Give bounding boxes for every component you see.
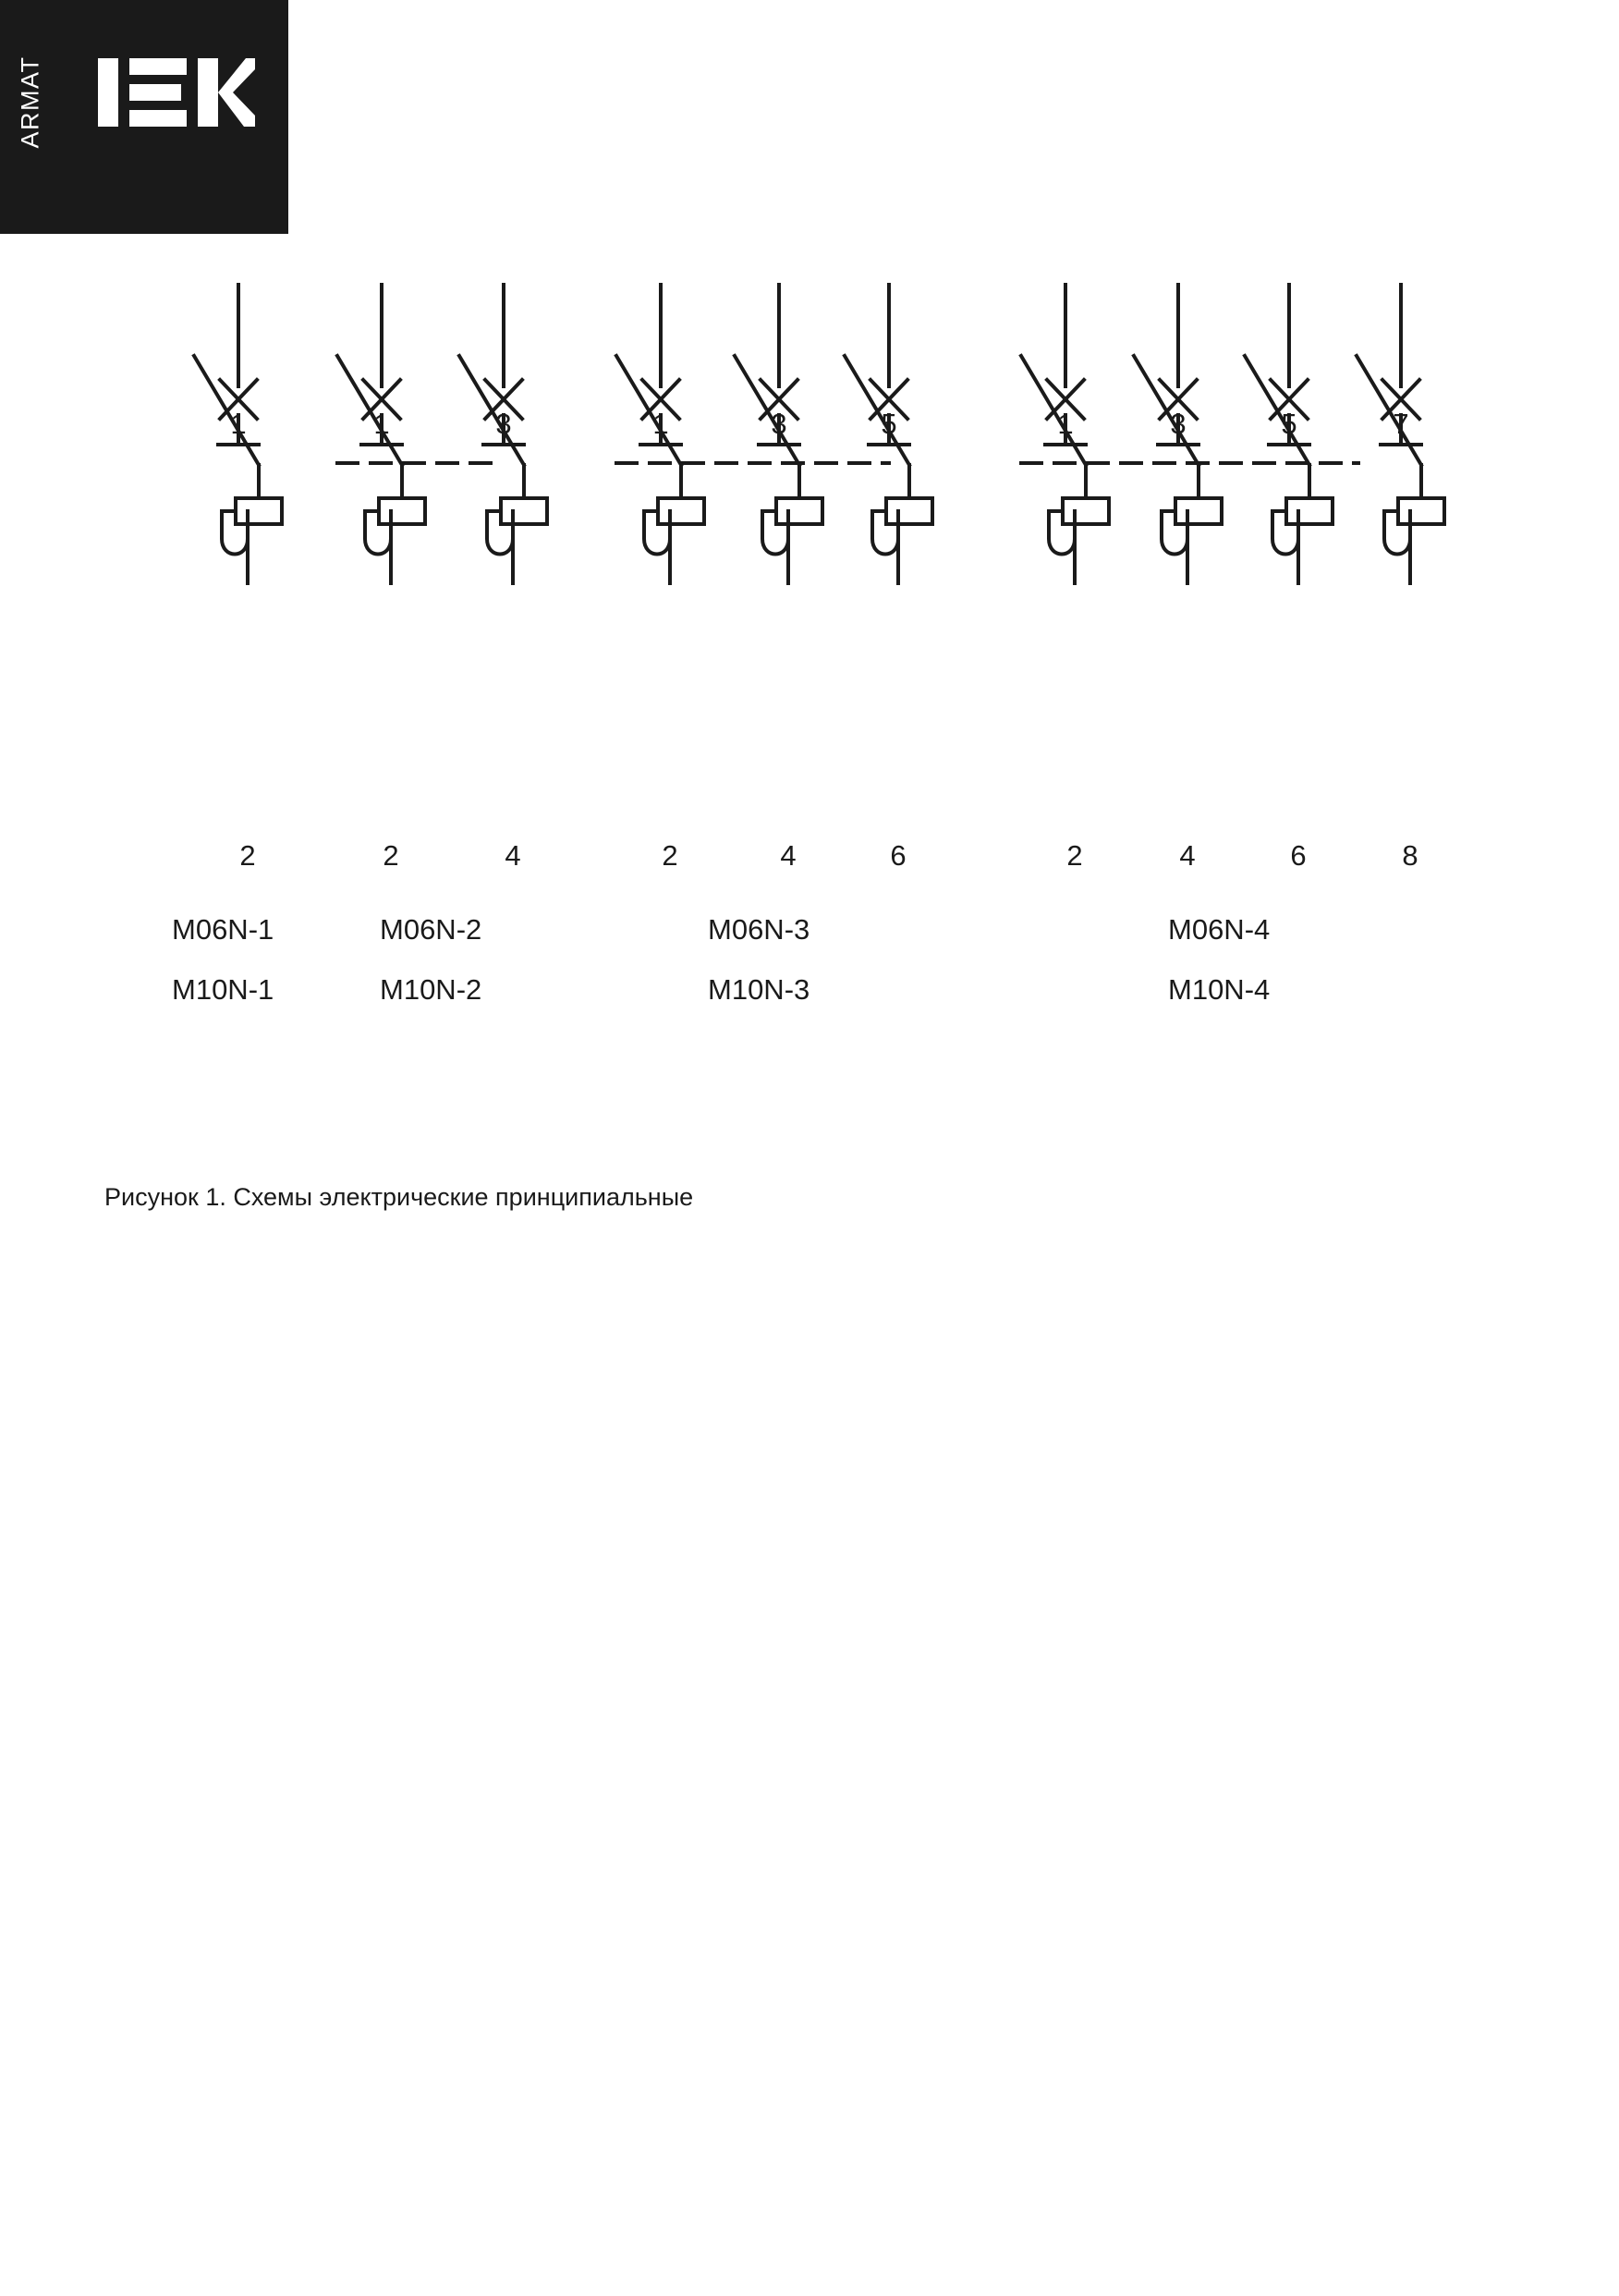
group-label-m06n-4: M06N-4	[1168, 913, 1271, 946]
page-header	[0, 0, 1619, 234]
pole-top-number: 7	[1393, 408, 1409, 440]
brand-logo-block	[61, 0, 288, 234]
pole-bottom-number: 2	[662, 839, 678, 872]
pole-bottom-number: 2	[1066, 839, 1083, 872]
circuit-diagram	[0, 234, 1619, 1158]
pole-top-number: 1	[230, 408, 247, 440]
circuit-diagram-svg	[0, 234, 1619, 1158]
pole-top-number: 3	[771, 408, 787, 440]
pole-top-number: 3	[495, 408, 512, 440]
pole-bottom-number: 8	[1402, 839, 1418, 872]
pole-bottom-number: 4	[1179, 839, 1196, 872]
pole-top-number: 5	[1281, 408, 1297, 440]
figure-caption: Рисунок 1. Схемы электрические принципиальные	[104, 1183, 694, 1211]
pole-top-number: 1	[1057, 408, 1074, 440]
group-label-m06n-2: M06N-2	[380, 913, 482, 946]
group-label-m10n-3: M10N-3	[708, 973, 810, 1006]
group-label-m10n-1: M10N-1	[172, 973, 274, 1006]
pole-bottom-number: 4	[505, 839, 521, 872]
pole-bottom-number: 4	[780, 839, 797, 872]
pole-top-number: 5	[881, 408, 897, 440]
pole-bottom-number: 6	[890, 839, 907, 872]
group-label-m06n-3: M06N-3	[708, 913, 810, 946]
pole-bottom-number: 2	[383, 839, 399, 872]
pole-top-number: 3	[1170, 408, 1187, 440]
brand-sidebar	[0, 0, 61, 234]
pole-bottom-number: 2	[239, 839, 256, 872]
group-label-m06n-1: M06N-1	[172, 913, 274, 946]
iek-logo-icon	[98, 51, 255, 134]
pole-bottom-number: 6	[1290, 839, 1307, 872]
pole-top-number: 1	[373, 408, 390, 440]
group-label-m10n-2: M10N-2	[380, 973, 482, 1006]
pole-top-number: 1	[652, 408, 669, 440]
group-label-m10n-4: M10N-4	[1168, 973, 1271, 1006]
brand-sidebar-label: ARMAT	[16, 55, 44, 149]
